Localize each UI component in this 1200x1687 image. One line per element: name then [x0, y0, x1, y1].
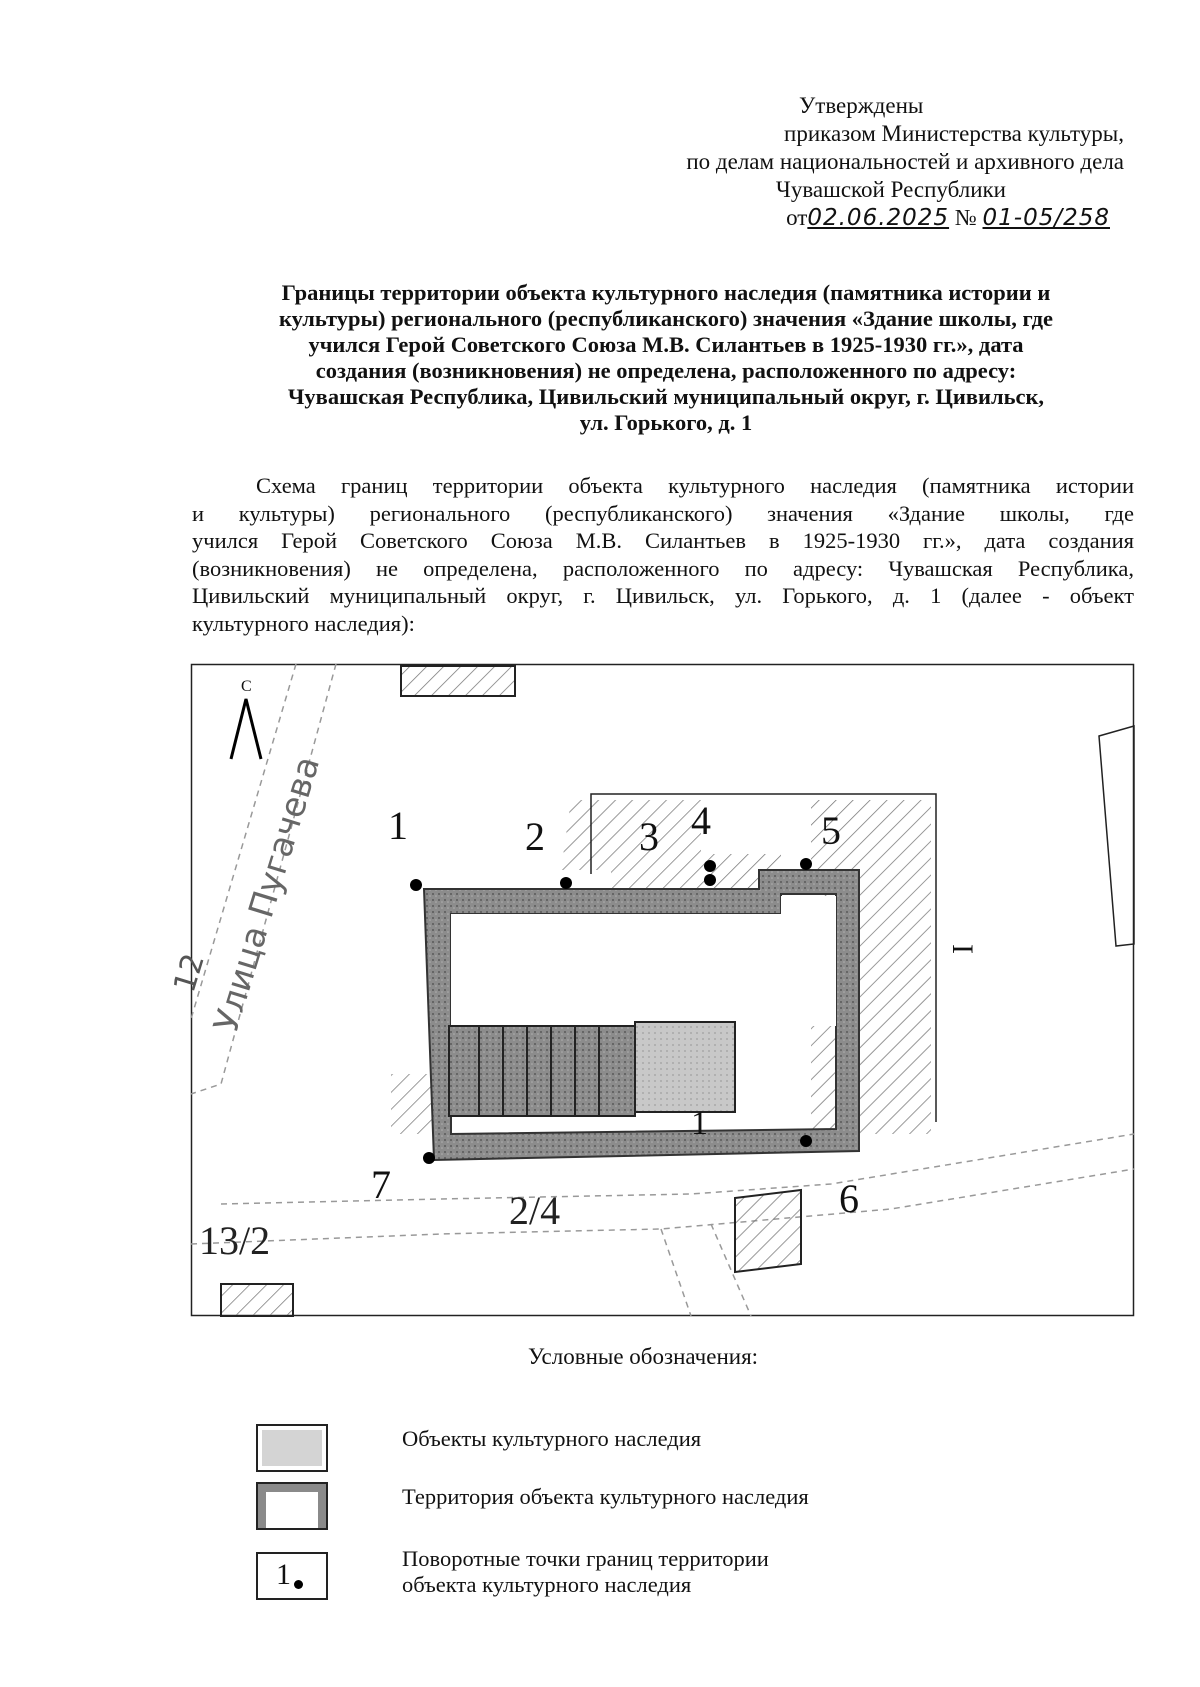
- hatched-parcel-south: [735, 1190, 801, 1272]
- point-1-label: 1: [388, 803, 408, 848]
- neighbor-building-top: [401, 666, 515, 696]
- inner-courtyard: [451, 914, 781, 1026]
- label-i-right: I: [946, 944, 979, 954]
- north-label: С: [241, 678, 252, 695]
- point-6-label: 6: [839, 1176, 859, 1221]
- legend-title: Условные обозначения:: [528, 1344, 759, 1369]
- title-line-3: учился Герой Советского Союза М.В. Силантьев в 1925-1930 гг.», дата: [308, 332, 1024, 357]
- label-13-2: 13/2: [199, 1218, 271, 1263]
- point-6-marker: [800, 1135, 812, 1147]
- heritage-territory-swatch: [256, 1482, 328, 1530]
- legend-turning-points-line-2: объекта культурного наследия: [402, 1572, 692, 1597]
- hatched-parcel-west: [391, 1074, 436, 1134]
- point-3-marker: [704, 874, 716, 886]
- point-5-marker: [800, 858, 812, 870]
- label-2-4: 2/4: [509, 1188, 561, 1233]
- title-line-6: ул. Горького, д. 1: [579, 410, 753, 435]
- approval-line-1: Утверждены: [799, 93, 924, 118]
- description-line-6: культурного наследия):: [192, 610, 415, 636]
- title-line-2: культуры) регионального (республиканского) значения «Здание школы, где: [278, 306, 1054, 331]
- point-2-marker: [560, 877, 572, 889]
- street-label: Улица Пугачева: [206, 751, 329, 1037]
- approval-date-line: [686, 204, 1110, 232]
- point-3-label: 3: [639, 814, 659, 859]
- point-5-label: 5: [821, 808, 841, 853]
- legend-heritage-objects: Объекты культурного наследия: [402, 1426, 702, 1451]
- label-building-1: 1: [691, 1105, 708, 1142]
- number-prefix: №: [954, 205, 977, 230]
- approval-line-4: Чувашской Республики: [775, 177, 1006, 202]
- legend-turning-points-line-1: Поворотные точки границ территории: [402, 1546, 769, 1571]
- point-7-marker: [423, 1152, 435, 1164]
- hatched-parcel-southwest: [221, 1284, 293, 1316]
- date-value: 02.06.2025: [807, 205, 950, 231]
- heritage-building-west: [449, 1026, 635, 1116]
- point-7-label: 7: [371, 1162, 391, 1207]
- point-2-label: 2: [525, 814, 545, 859]
- heritage-building-east: [635, 1022, 735, 1112]
- legend-heritage-territory: Территория объекта культурного наследия: [402, 1484, 809, 1509]
- approval-block: [686, 92, 1124, 232]
- description-line-3: учился Герой Советского Союза М.В. Силантьев в 1925-1930 гг.», дата создания: [192, 528, 1134, 553]
- boundary-map: [167, 664, 1134, 1316]
- legend-turning-points: [402, 1546, 769, 1598]
- approval-line-3: по делам национальностей и архивного дела: [686, 149, 1124, 174]
- turning-point-dot-icon: [294, 1580, 303, 1589]
- point-4-label: 4: [691, 798, 711, 843]
- turning-point-sample-label: 1: [276, 1558, 291, 1591]
- title-line-5: Чувашская Республика, Цивильский муниципальный округ, г. Цивильск,: [287, 384, 1045, 409]
- title-line-1: Границы территории объекта культурного наследия (памятника истории и: [281, 280, 1051, 305]
- point-4-marker: [704, 860, 716, 872]
- document-title: [186, 280, 1146, 436]
- description-line-2: и культуры) регионального (республиканского) значения «Здание школы, где: [192, 500, 1134, 526]
- description-line-4: (возникновения) не определена, расположенного по адресу: Чувашская Республика,: [192, 555, 1134, 581]
- point-1-marker: [410, 879, 422, 891]
- inner-courtyard-east: [781, 896, 836, 1026]
- heritage-territory-swatch-fill: [258, 1484, 326, 1528]
- description-paragraph: [192, 472, 1134, 637]
- number-value: 01-05/258: [982, 205, 1110, 231]
- heritage-object-swatch: [256, 1424, 328, 1472]
- turning-point-swatch: [256, 1552, 328, 1600]
- date-prefix: от: [786, 205, 808, 230]
- approval-line-2: приказом Министерства культуры,: [784, 121, 1124, 146]
- description-line-5: Цивильский муниципальный округ, г. Цивильск, ул. Горького, д. 1 (далее - объект: [192, 583, 1134, 608]
- description-line-1: Схема границ территории объекта культурного наследия (памятника истории: [256, 473, 1134, 498]
- house-number-12: 12: [167, 949, 212, 997]
- title-line-4: создания (возникновения) не определена, расположенного по адресу:: [315, 358, 1017, 383]
- heritage-object-swatch-fill: [258, 1426, 326, 1470]
